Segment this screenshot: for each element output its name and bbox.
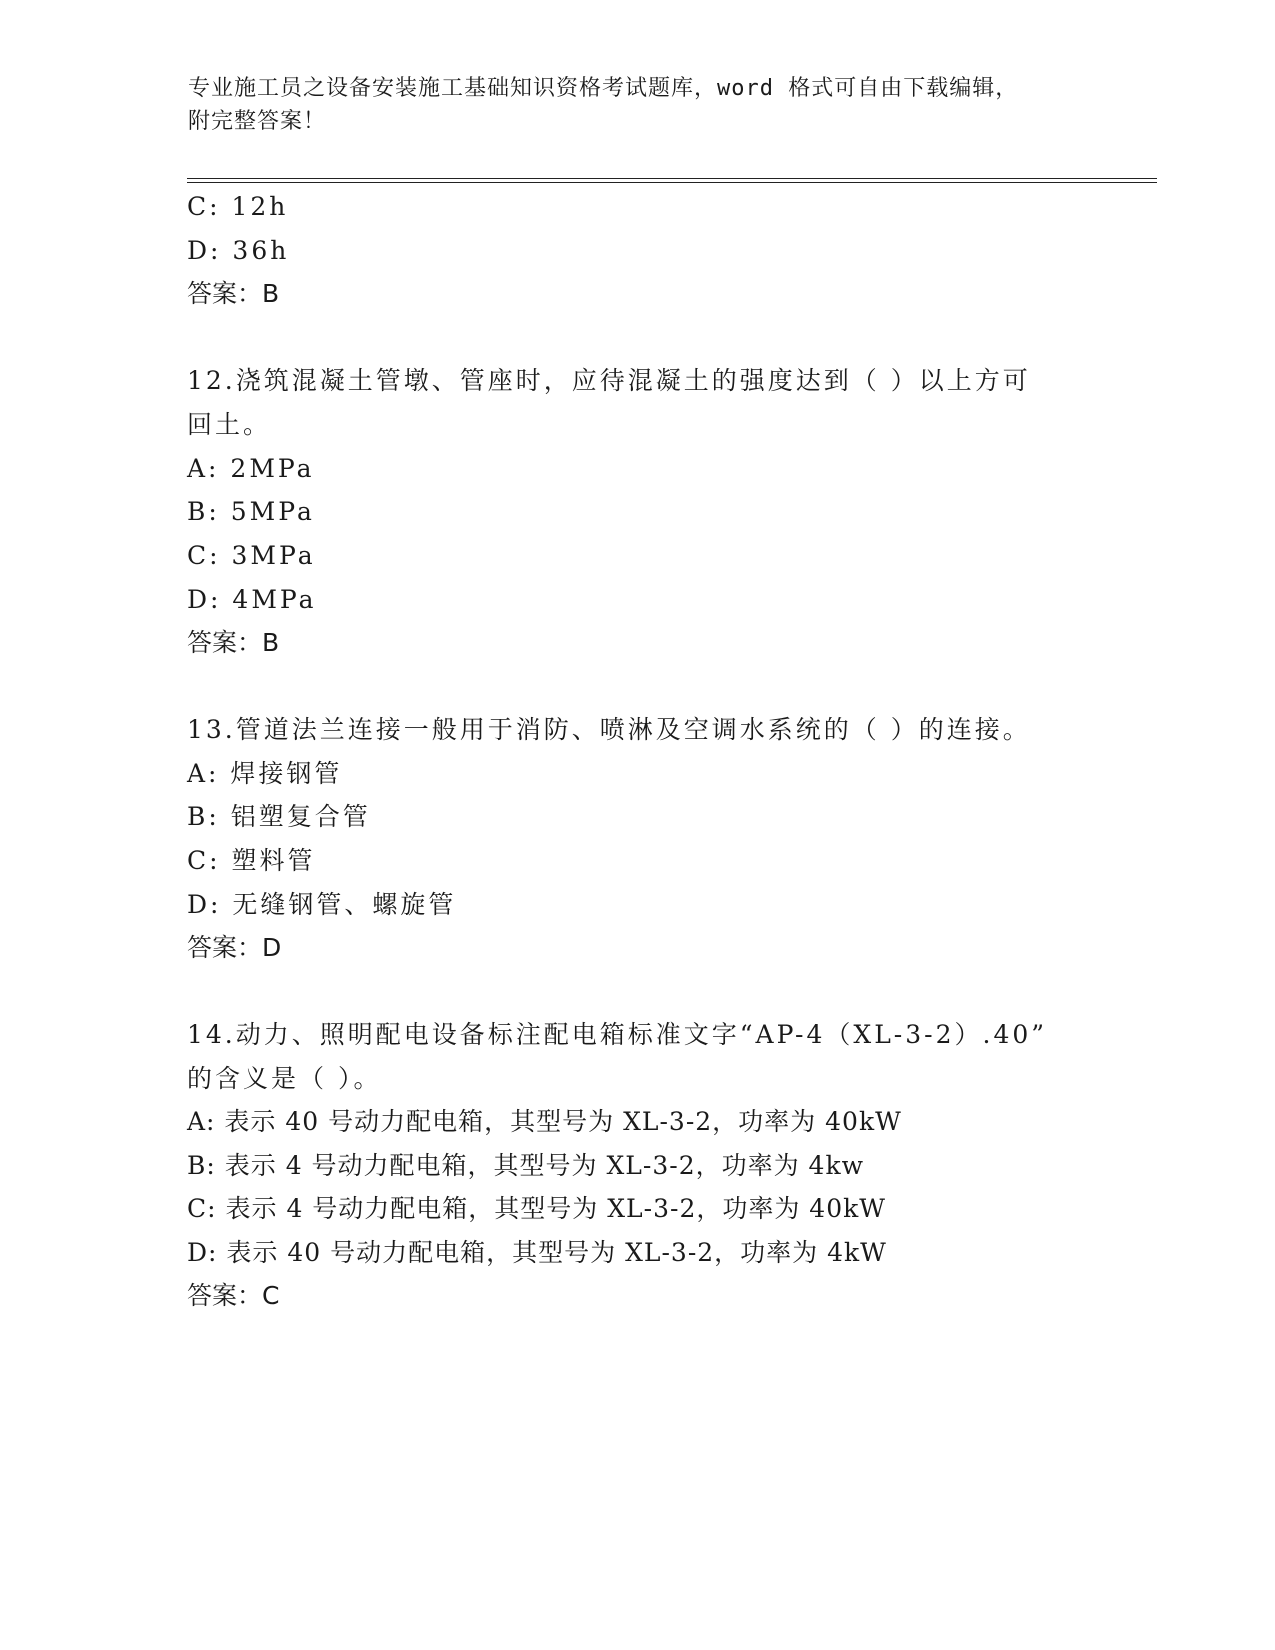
q14-option-c: C: 表示 4 号动力配电箱，其型号为 XL-3-2，功率为 40kW [187,1194,886,1223]
q13-option-a: A: 焊接钢管 [187,759,343,788]
page-header [188,72,1068,138]
prev-option-d: D: 36h [187,236,290,265]
header-line-1: 专业施工员之设备安装施工基础知识资格考试题库，word 格式可自由下载编辑， [188,76,1019,101]
q14-stem-line-2: 的含义是（ ）。 [187,1064,382,1093]
q14-option-d: D: 表示 40 号动力配电箱，其型号为 XL-3-2，功率为 4kW [187,1238,887,1267]
q13-answer: 答案：D [187,933,282,962]
q14-option-b: B: 表示 4 号动力配电箱，其型号为 XL-3-2，功率为 4kw [187,1151,864,1180]
q13-option-b: B: 铝塑复合管 [187,802,371,831]
q13-option-c: C: 塑料管 [187,846,316,875]
q14-answer: 答案：C [187,1281,280,1310]
q13-stem-line-1: 13.管道法兰连接一般用于消防、喷淋及空调水系统的（ ）的连接。 [187,715,1031,744]
q12-option-a: A: 2MPa [187,454,315,483]
q14-stem-line-1: 14.动力、照明配电设备标注配电箱标准文字“AP-4（XL-3-2）.40” [187,1020,1048,1049]
q12-stem-line-1: 12.浇筑混凝土管墩、管座时，应待混凝土的强度达到（ ）以上方可 [187,366,1031,395]
q12-option-d: D: 4MPa [187,585,317,614]
header-rule-bottom [187,182,1157,183]
q14-option-a: A: 表示 40 号动力配电箱，其型号为 XL-3-2，功率为 40kW [187,1107,902,1136]
header-line-2: 附完整答案！ [188,109,327,134]
q12-option-b: B: 5MPa [187,497,315,526]
q13-option-d: D: 无缝钢管、螺旋管 [187,890,457,919]
prev-option-c: C: 12h [187,192,289,221]
prev-answer: 答案：B [187,279,280,308]
q12-option-c: C: 3MPa [187,541,316,570]
header-rule-top [187,178,1157,179]
q12-answer: 答案：B [187,628,280,657]
q12-stem-line-2: 回土。 [187,410,272,439]
